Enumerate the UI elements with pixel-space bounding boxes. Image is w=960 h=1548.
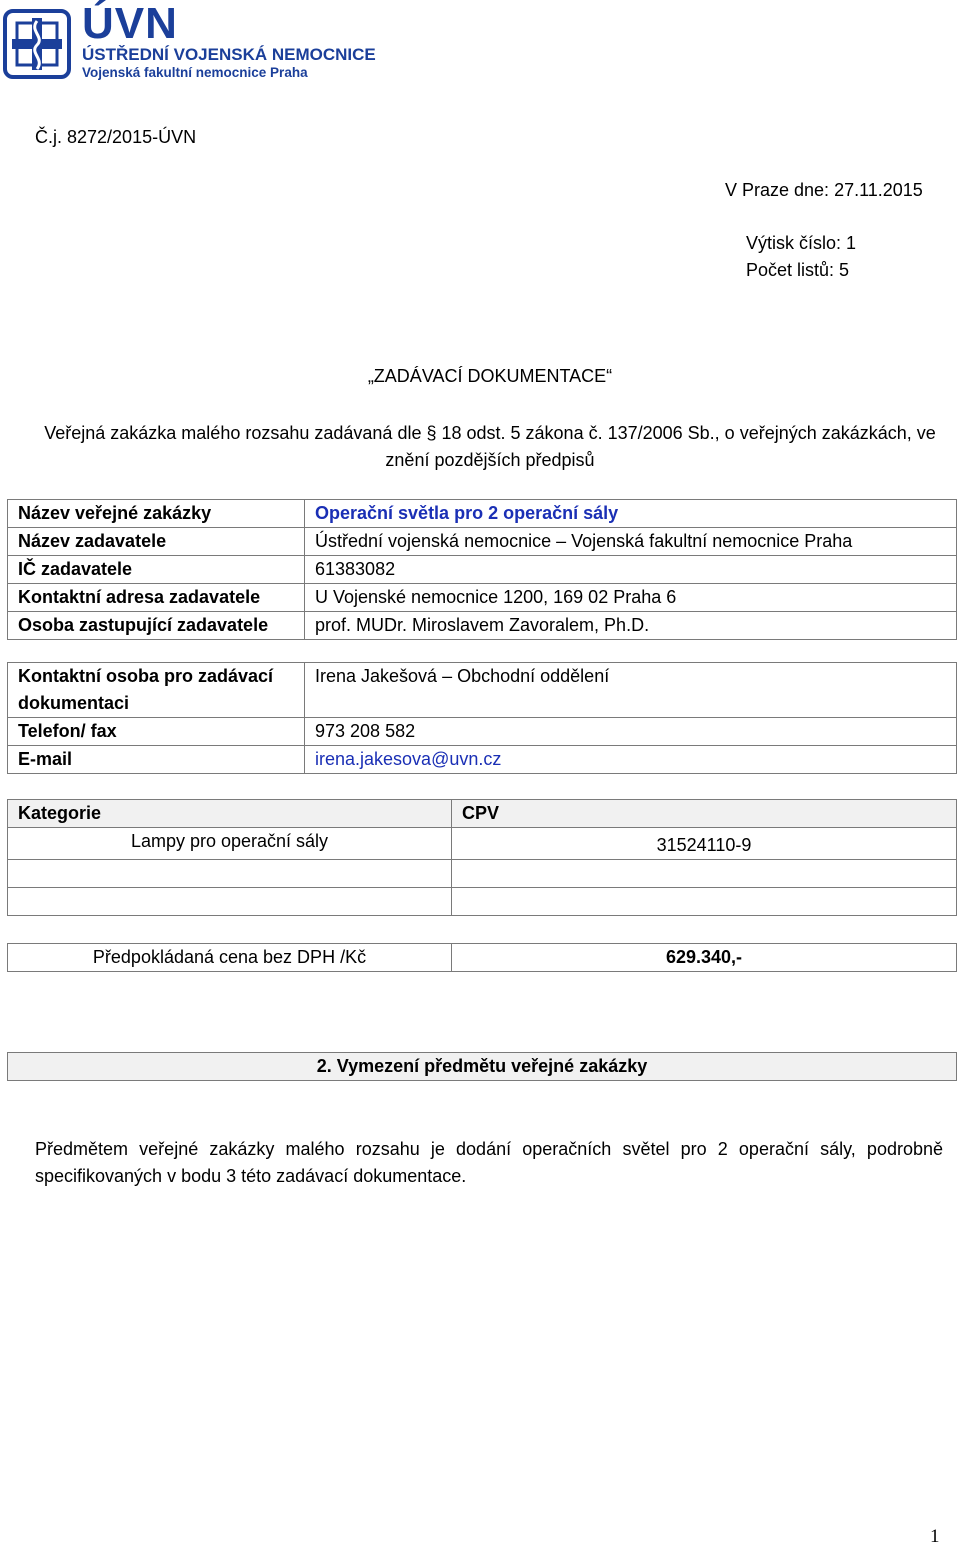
page-number: 1	[930, 1526, 940, 1547]
section-heading: 2. Vymezení předmětu veřejné zakázky	[8, 1053, 957, 1081]
logo-acronym: ÚVN	[82, 0, 178, 48]
table-row	[8, 746, 957, 774]
table-row	[8, 528, 957, 556]
table-row	[8, 584, 957, 612]
category-table	[7, 799, 957, 916]
row-label: Název zadavatele	[8, 528, 305, 556]
table-row	[8, 612, 957, 640]
table-row	[8, 718, 957, 746]
cpv-header: CPV	[452, 800, 957, 828]
empty-cell	[452, 888, 957, 916]
table-row	[8, 1053, 957, 1081]
document-subtitle: Veřejná zakázka malého rozsahu zadávaná dle § 18 odst. 5 zákona č. 137/2006 Sb., o veřejných zakázkách, ve znění pozdějších předpisů	[44, 423, 936, 470]
table-row	[8, 500, 957, 528]
contact-table	[7, 662, 957, 774]
category-value: Lampy pro operační sály	[8, 828, 452, 860]
row-label: E-mail	[8, 746, 305, 774]
document-date: V Praze dne: 27.11.2015	[725, 180, 923, 200]
company-id-value: 61383082	[305, 556, 957, 584]
copy-number: Výtisk číslo: 1	[746, 233, 857, 253]
table-row	[8, 828, 957, 860]
hospital-emblem-icon	[3, 9, 71, 79]
contracting-authority-value: Ústřední vojenská nemocnice – Vojenská fakultní nemocnice Praha	[305, 528, 957, 556]
price-label: Předpokládaná cena bez DPH /Kč	[8, 944, 452, 972]
cpv-value: 31524110-9	[452, 828, 957, 860]
address-value: U Vojenské nemocnice 1200, 169 02 Praha 6	[305, 584, 957, 612]
email-link[interactable]: irena.jakesova@uvn.cz	[305, 746, 957, 774]
tender-info-table	[7, 499, 957, 640]
row-label: Osoba zastupující zadavatele	[8, 612, 305, 640]
category-header: Kategorie	[8, 800, 452, 828]
row-label: IČ zadavatele	[8, 556, 305, 584]
empty-cell	[8, 860, 452, 888]
row-label: Telefon/ fax	[8, 718, 305, 746]
empty-cell	[452, 860, 957, 888]
row-label: Kontaktní osoba pro zadávací dokumentaci	[8, 663, 305, 718]
logo-name: ÚSTŘEDNÍ VOJENSKÁ NEMOCNICE	[82, 45, 376, 64]
price-value: 629.340,-	[452, 944, 957, 972]
table-row	[8, 888, 957, 916]
table-row	[8, 944, 957, 972]
section-heading-table	[7, 1052, 957, 1081]
sheet-count: Počet listů: 5	[746, 260, 850, 280]
document-title: „ZADÁVACÍ DOKUMENTACE“	[367, 366, 613, 386]
representative-value: prof. MUDr. Miroslavem Zavoralem, Ph.D.	[305, 612, 957, 640]
row-label: Název veřejné zakázky	[8, 500, 305, 528]
empty-cell	[8, 888, 452, 916]
table-row	[8, 800, 957, 828]
table-row	[8, 860, 957, 888]
row-label: Kontaktní adresa zadavatele	[8, 584, 305, 612]
table-row	[8, 556, 957, 584]
section-paragraph: Předmětem veřejné zakázky malého rozsahu je dodání operačních světel pro 2 operační sály, podrobně specifikovaných v bodu 3 této zadávací dokumentace.	[35, 1139, 943, 1186]
reference-number: Č.j. 8272/2015-ÚVN	[35, 127, 197, 147]
price-table	[7, 943, 957, 972]
contact-person-value: Irena Jakešová – Obchodní oddělení	[305, 663, 957, 718]
logo-subtitle: Vojenská fakultní nemocnice Praha	[82, 65, 308, 80]
hospital-logo	[82, 2, 376, 81]
phone-value: 973 208 582	[305, 718, 957, 746]
table-row	[8, 663, 957, 718]
tender-name-value: Operační světla pro 2 operační sály	[305, 500, 957, 528]
